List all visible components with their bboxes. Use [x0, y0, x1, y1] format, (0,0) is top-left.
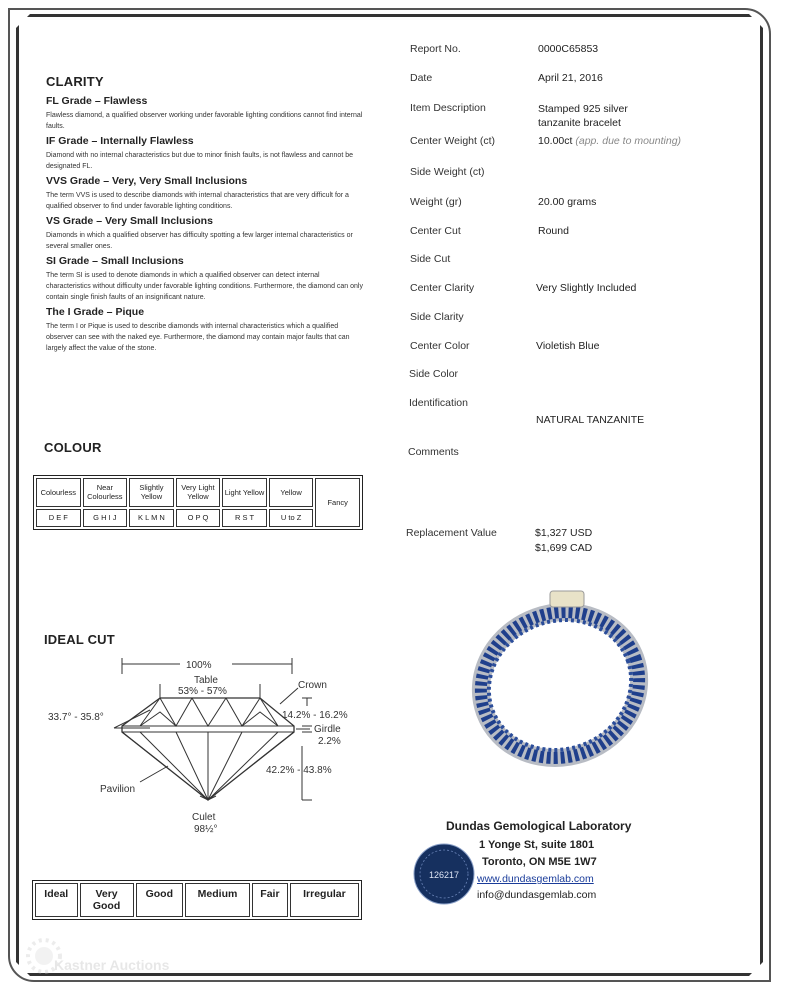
- item-description-label: Item Description: [410, 102, 486, 114]
- colour-name-fancy: Fancy: [315, 478, 360, 527]
- grade-desc: The term SI is used to denote diamonds in which a qualified observer can detect internal characteristics without difficulty under favorable lighting conditions. Furthermore, the diamond can only contain single finish faults of an insignificant nature.: [46, 272, 363, 301]
- width-label: 100%: [186, 660, 212, 671]
- lab-website-link[interactable]: www.dundasgemlab.com: [477, 873, 594, 885]
- center-weight-label: Center Weight (ct): [410, 135, 495, 147]
- colour-name: Near Colourless: [83, 478, 128, 507]
- cut-grade: Good: [136, 883, 184, 917]
- side-clarity-label: Side Clarity: [410, 311, 464, 323]
- comments-label: Comments: [408, 446, 459, 458]
- lab-address-line2: Toronto, ON M5E 1W7: [482, 856, 597, 868]
- side-weight-label: Side Weight (ct): [410, 166, 485, 178]
- center-clarity-value: Very Slightly Included: [536, 282, 637, 294]
- cut-grade: Irregular: [290, 883, 359, 917]
- grade-desc: Diamonds in which a qualified observer has difficulty spotting a few larger internal characteristics or several smaller ones.: [46, 232, 353, 250]
- colour-letters: U to Z: [269, 509, 314, 527]
- grade-vvs: [46, 175, 366, 212]
- side-color-label: Side Color: [409, 368, 459, 380]
- identification-label: Identification: [409, 397, 468, 409]
- center-color-value: Violetish Blue: [536, 340, 600, 352]
- grade-i: [46, 306, 366, 354]
- center-cut-label: Center Cut: [410, 225, 461, 237]
- replacement-cad: $1,699 CAD: [535, 542, 593, 554]
- grade-desc: The term I or Pique is used to describe diamonds with internal characteristics which a qualified observer can see with the naked eye. Furthermore, the diamond may contain major faults that can largely affect the value of the stone.: [46, 323, 350, 352]
- grade-title: VS Grade – Very Small Inclusions: [46, 215, 213, 227]
- grade-title: The I Grade – Pique: [46, 306, 145, 318]
- grade-title: VVS Grade – Very, Very Small Inclusions: [46, 175, 248, 187]
- cut-grade: Ideal: [35, 883, 78, 917]
- ideal-cut-heading: IDEAL CUT: [44, 632, 115, 647]
- report-no-value: 0000C65853: [538, 43, 599, 55]
- lab-email[interactable]: info@dundasgemlab.com: [477, 889, 597, 901]
- replacement-value-label: Replacement Value: [406, 527, 497, 539]
- crown-angle: 33.7° - 35.8°: [48, 712, 104, 723]
- cut-grade: Fair: [252, 883, 288, 917]
- center-weight-value: [538, 135, 681, 147]
- seal-number: 126217: [428, 870, 460, 880]
- weight-gr-value: 20.00 grams: [538, 196, 597, 208]
- grade-desc: The term VVS is used to describe diamonds with internal characteristics that are very difficult for a qualified observer to find under favorable lighting conditions.: [46, 192, 349, 210]
- center-weight-note: (app. due to mounting): [575, 135, 682, 147]
- bracelet-photo: [462, 585, 654, 775]
- table-label: Table: [194, 675, 218, 686]
- cut-grade: Medium: [185, 883, 250, 917]
- cut-grade-row: [35, 883, 359, 917]
- lab-name: Dundas Gemological Laboratory: [446, 819, 632, 833]
- pavilion-depth: 42.2% - 43.8%: [266, 765, 332, 776]
- center-clarity-label: Center Clarity: [410, 282, 475, 294]
- watermark-text: Kastner Auctions: [54, 957, 170, 973]
- side-cut-label: Side Cut: [410, 253, 451, 265]
- center-color-label: Center Color: [410, 340, 470, 352]
- colour-heading: COLOUR: [44, 440, 102, 455]
- center-weight: 10.00ct: [538, 135, 573, 147]
- grade-title: IF Grade – Internally Flawless: [46, 135, 194, 147]
- colour-letters: K L M N: [129, 509, 174, 527]
- grade-title: SI Grade – Small Inclusions: [46, 255, 184, 267]
- colour-letters-row: [36, 509, 360, 527]
- kastner-watermark-logo: [18, 928, 170, 992]
- colour-letters: R S T: [222, 509, 267, 527]
- replacement-usd: $1,327 USD: [535, 527, 593, 539]
- grade-title: FL Grade – Flawless: [46, 95, 148, 107]
- center-cut-value: Round: [538, 225, 569, 237]
- girdle-label: Girdle: [314, 724, 341, 735]
- grade-vs: [46, 215, 366, 252]
- grade-desc: Flawless diamond, a qualified observer working under favorable lighting conditions cannot find internal faults.: [46, 112, 363, 130]
- date-value: April 21, 2016: [538, 72, 603, 84]
- grade-desc: Diamond with no internal characteristics but due to minor finish faults, is not flawless and cannot be designated FL.: [46, 152, 353, 170]
- colour-name: Slightly Yellow: [129, 478, 174, 507]
- colour-names-row: [36, 478, 360, 507]
- clarity-grade-list: [46, 95, 366, 354]
- grade-si: [46, 255, 366, 303]
- crown-label: Crown: [298, 680, 327, 691]
- girdle-value: 2.2%: [318, 736, 341, 747]
- lab-address-line1: 1 Yonge St, suite 1801: [479, 839, 595, 851]
- colour-name: Light Yellow: [222, 478, 267, 507]
- diamond-proportions-diagram: [40, 650, 380, 840]
- report-no-label: Report No.: [410, 43, 461, 55]
- weight-gr-label: Weight (gr): [410, 196, 462, 208]
- pavilion-label: Pavilion: [100, 784, 136, 795]
- date-label: Date: [410, 72, 433, 84]
- grade-fl: [46, 95, 366, 132]
- table-range: 53% - 57%: [178, 686, 227, 697]
- item-description-value: Stamped 925 silver tanzanite bracelet: [538, 103, 628, 129]
- bracelet-clasp: [550, 591, 584, 607]
- lab-seal: [412, 842, 476, 906]
- culet-label: Culet: [192, 812, 216, 823]
- colour-name: Colourless: [36, 478, 81, 507]
- colour-letters: O P Q: [176, 509, 221, 527]
- crown-height: 14.2% - 16.2%: [282, 710, 348, 721]
- colour-letters: G H I J: [83, 509, 128, 527]
- colour-letters: D E F: [36, 509, 81, 527]
- cut-grade: Very Good: [80, 883, 134, 917]
- cut-grade-table: [32, 880, 362, 920]
- clarity-heading: CLARITY: [46, 74, 104, 89]
- colour-name: Very Light Yellow: [176, 478, 221, 507]
- culet-value: 98½°: [194, 824, 218, 835]
- identification-value: NATURAL TANZANITE: [536, 414, 645, 426]
- grade-if: [46, 135, 366, 172]
- colour-grade-table: [33, 475, 363, 530]
- colour-name: Yellow: [269, 478, 314, 507]
